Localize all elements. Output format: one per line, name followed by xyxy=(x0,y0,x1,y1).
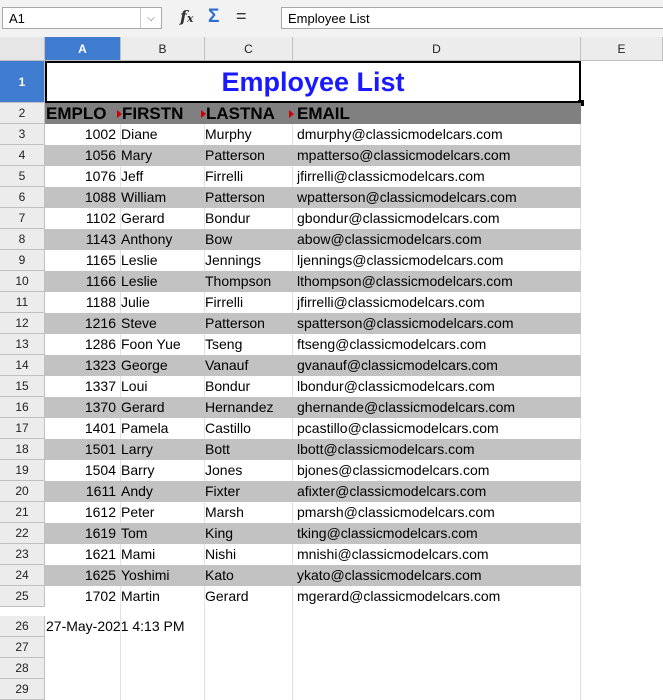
row-header[interactable]: 15 xyxy=(0,376,45,397)
first-name-cell[interactable]: Tom xyxy=(121,525,148,541)
table-row xyxy=(0,523,663,544)
row-header[interactable]: 9 xyxy=(0,250,45,271)
email-cell[interactable]: dmurphy@classicmodelcars.com xyxy=(297,126,503,142)
row-header[interactable]: 5 xyxy=(0,166,45,187)
email-cell[interactable]: lthompson@classicmodelcars.com xyxy=(297,273,513,289)
row-header[interactable]: 8 xyxy=(0,229,45,250)
last-name-cell[interactable]: Marsh xyxy=(205,504,244,520)
last-name-cell[interactable]: Firrelli xyxy=(205,294,244,310)
employee-number-cell[interactable]: 1088 xyxy=(84,189,116,205)
email-cell[interactable]: afixter@classicmodelcars.com xyxy=(297,483,487,499)
employee-number-cell[interactable]: 1337 xyxy=(84,378,116,394)
table-row xyxy=(0,376,663,397)
first-name-cell[interactable]: Leslie xyxy=(121,252,158,268)
email-cell[interactable]: ykato@classicmodelcars.com xyxy=(297,567,482,583)
chevron-down-icon[interactable]: ⌵ xyxy=(140,8,161,28)
email-cell[interactable]: spatterson@classicmodelcars.com xyxy=(297,315,514,331)
table-row xyxy=(0,271,663,292)
table-row xyxy=(0,229,663,250)
row-header[interactable]: 3 xyxy=(0,124,45,145)
row-header[interactable]: 6 xyxy=(0,187,45,208)
email-cell[interactable]: gvanauf@classicmodelcars.com xyxy=(297,357,498,373)
last-name-cell[interactable]: Patterson xyxy=(205,189,265,205)
employee-number-cell[interactable]: 1612 xyxy=(84,504,116,520)
employee-number-cell[interactable]: 1166 xyxy=(85,273,116,289)
row-header[interactable]: 16 xyxy=(0,397,45,418)
truncation-marker-icon xyxy=(289,110,294,118)
first-name-cell[interactable]: Peter xyxy=(121,504,155,520)
column-header-c[interactable]: C xyxy=(205,37,293,61)
header-first-name[interactable]: FIRSTN xyxy=(122,104,184,123)
last-name-cell[interactable]: Jones xyxy=(205,462,243,478)
column-header-a[interactable]: A xyxy=(45,37,121,61)
employee-number-cell[interactable]: 1625 xyxy=(84,567,116,583)
table-row xyxy=(0,313,663,334)
column-header-b[interactable]: B xyxy=(121,37,205,61)
row-header[interactable]: 4 xyxy=(0,145,45,166)
employee-number-cell[interactable]: 1056 xyxy=(84,147,116,163)
employee-number-cell[interactable]: 1504 xyxy=(84,462,116,478)
last-name-cell[interactable]: Bondur xyxy=(205,210,251,226)
first-name-cell[interactable]: Gerard xyxy=(121,210,165,226)
email-cell[interactable]: ghernande@classicmodelcars.com xyxy=(297,399,516,415)
row-header[interactable]: 14 xyxy=(0,355,45,376)
last-name-cell[interactable]: Kato xyxy=(205,567,234,583)
last-name-cell[interactable]: Gerard xyxy=(205,588,249,604)
table-row xyxy=(0,586,663,607)
email-cell[interactable]: mpatterso@classicmodelcars.com xyxy=(297,147,511,163)
first-name-cell[interactable]: Andy xyxy=(121,483,153,499)
formula-input[interactable] xyxy=(281,7,663,29)
row-header[interactable]: 11 xyxy=(0,292,45,313)
row-header[interactable]: 26 xyxy=(0,616,45,637)
first-name-cell[interactable]: Loui xyxy=(121,378,148,394)
employee-number-cell[interactable]: 1076 xyxy=(84,168,116,184)
employee-number-cell[interactable]: 1401 xyxy=(84,420,116,436)
table-row xyxy=(0,145,663,166)
employee-number-cell[interactable]: 1501 xyxy=(84,441,116,457)
employee-number-cell[interactable]: 1611 xyxy=(85,483,116,499)
formula-input-value[interactable]: Employee List xyxy=(288,11,370,26)
function-wizard-icon[interactable]: fx xyxy=(180,7,194,26)
row-header[interactable]: 17 xyxy=(0,418,45,439)
first-name-cell[interactable]: Leslie xyxy=(121,273,158,289)
table-row xyxy=(0,208,663,229)
row-header[interactable]: 10 xyxy=(0,271,45,292)
last-name-cell[interactable]: Patterson xyxy=(205,315,265,331)
email-cell[interactable]: ftseng@classicmodelcars.com xyxy=(297,336,487,352)
email-cell[interactable]: lbondur@classicmodelcars.com xyxy=(297,378,495,394)
formula-toolbar xyxy=(0,0,663,38)
last-name-cell[interactable]: Hernandez xyxy=(205,399,274,415)
table-row xyxy=(0,460,663,481)
first-name-cell[interactable]: Foon Yue xyxy=(121,336,181,352)
row-header[interactable]: 23 xyxy=(0,544,45,565)
timestamp-cell[interactable]: 27-May-2021 4:13 PM xyxy=(46,618,185,634)
email-cell[interactable]: abow@classicmodelcars.com xyxy=(297,231,482,247)
last-name-cell[interactable]: Tseng xyxy=(205,336,243,352)
row-header[interactable]: 22 xyxy=(0,523,45,544)
table-row xyxy=(0,418,663,439)
header-email[interactable]: EMAIL xyxy=(297,104,350,123)
row-header[interactable]: 13 xyxy=(0,334,45,355)
first-name-cell[interactable]: George xyxy=(121,357,168,373)
first-name-cell[interactable]: Julie xyxy=(121,294,150,310)
select-all-corner[interactable] xyxy=(0,37,45,61)
employee-number-cell[interactable]: 1216 xyxy=(84,315,116,331)
first-name-cell[interactable]: Diane xyxy=(121,126,158,142)
email-cell[interactable]: mnishi@classicmodelcars.com xyxy=(297,546,489,562)
first-name-cell[interactable]: Yoshimi xyxy=(121,567,170,583)
table-row xyxy=(0,439,663,460)
first-name-cell[interactable]: Anthony xyxy=(121,231,173,247)
email-cell[interactable]: gbondur@classicmodelcars.com xyxy=(297,210,500,226)
formula-equals-icon[interactable]: = xyxy=(236,6,247,26)
table-row xyxy=(0,565,663,586)
row-header[interactable]: 27 xyxy=(0,637,45,658)
employee-number-cell[interactable]: 1370 xyxy=(84,399,116,415)
empty-row xyxy=(0,637,663,658)
table-row xyxy=(0,187,663,208)
email-cell[interactable]: tking@classicmodelcars.com xyxy=(297,525,478,541)
timestamp-row xyxy=(0,616,663,637)
row-header[interactable]: 12 xyxy=(0,313,45,334)
last-name-cell[interactable]: King xyxy=(205,525,234,541)
last-name-cell[interactable]: Firrelli xyxy=(205,168,244,184)
last-name-cell[interactable]: Vanauf xyxy=(205,357,249,373)
last-name-cell[interactable]: Nishi xyxy=(205,546,237,562)
last-name-cell[interactable]: Murphy xyxy=(205,126,252,142)
employee-number-cell[interactable]: 1188 xyxy=(85,294,116,310)
row-header[interactable]: 29 xyxy=(0,679,45,700)
table-row xyxy=(0,502,663,523)
table-row xyxy=(0,355,663,376)
row-header[interactable]: 24 xyxy=(0,565,45,586)
email-cell[interactable]: ljennings@classicmodelcars.com xyxy=(297,252,504,268)
email-cell[interactable]: mgerard@classicmodelcars.com xyxy=(297,588,501,604)
table-row xyxy=(0,250,663,271)
employee-number-cell[interactable]: 1286 xyxy=(84,336,116,352)
row-header[interactable]: 19 xyxy=(0,460,45,481)
employee-number-cell[interactable]: 1002 xyxy=(84,126,116,142)
first-name-cell[interactable]: Martin xyxy=(121,588,160,604)
row-header[interactable]: 2 xyxy=(0,103,45,124)
row-header[interactable]: 28 xyxy=(0,658,45,679)
table-row xyxy=(0,124,663,145)
last-name-cell[interactable]: Jennings xyxy=(205,252,262,268)
last-name-cell[interactable]: Bow xyxy=(205,231,233,247)
first-name-cell[interactable]: Pamela xyxy=(121,420,169,436)
first-name-cell[interactable]: Gerard xyxy=(121,399,165,415)
email-cell[interactable]: bjones@classicmodelcars.com xyxy=(297,462,490,478)
table-row xyxy=(0,544,663,565)
header-last-name[interactable]: LASTNA xyxy=(206,104,275,123)
email-cell[interactable]: jfirrelli@classicmodelcars.com xyxy=(297,294,485,310)
row-header[interactable]: 7 xyxy=(0,208,45,229)
employee-number-cell[interactable]: 1702 xyxy=(84,588,116,604)
last-name-cell[interactable]: Castillo xyxy=(205,420,251,436)
header-row xyxy=(0,103,663,124)
email-cell[interactable]: wpatterson@classicmodelcars.com xyxy=(297,189,517,205)
first-name-cell[interactable]: Mami xyxy=(121,546,156,562)
first-name-cell[interactable]: Mary xyxy=(121,147,153,163)
column-header-d[interactable]: D xyxy=(293,37,581,61)
employee-number-cell[interactable]: 1619 xyxy=(84,525,116,541)
table-row xyxy=(0,481,663,502)
last-name-cell[interactable]: Bott xyxy=(205,441,230,457)
sum-icon[interactable]: Σ xyxy=(208,6,220,27)
first-name-cell[interactable]: Steve xyxy=(121,315,157,331)
first-name-cell[interactable]: Jeff xyxy=(121,168,144,184)
column-header-e[interactable]: E xyxy=(581,37,663,61)
email-cell[interactable]: pcastillo@classicmodelcars.com xyxy=(297,420,499,436)
first-name-cell[interactable]: Barry xyxy=(121,462,155,478)
table-row xyxy=(0,397,663,418)
table-row xyxy=(0,334,663,355)
table-row xyxy=(0,166,663,187)
header-employee-number[interactable]: EMPLO xyxy=(46,104,107,123)
last-name-cell[interactable]: Thompson xyxy=(205,273,272,289)
first-name-cell[interactable]: Larry xyxy=(121,441,153,457)
last-name-cell[interactable]: Patterson xyxy=(205,147,265,163)
row-header[interactable]: 25 xyxy=(0,586,45,607)
last-name-cell[interactable]: Bondur xyxy=(205,378,251,394)
table-row xyxy=(0,292,663,313)
employee-number-cell[interactable]: 1143 xyxy=(85,231,116,247)
column-headers xyxy=(0,37,663,61)
row-header[interactable]: 21 xyxy=(0,502,45,523)
email-cell[interactable]: pmarsh@classicmodelcars.com xyxy=(297,504,495,520)
first-name-cell[interactable]: William xyxy=(121,189,167,205)
row-header[interactable]: 18 xyxy=(0,439,45,460)
employee-number-cell[interactable]: 1621 xyxy=(84,546,116,562)
last-name-cell[interactable]: Fixter xyxy=(205,483,240,499)
name-box[interactable] xyxy=(2,7,162,29)
empty-row xyxy=(0,658,663,679)
email-cell[interactable]: lbott@classicmodelcars.com xyxy=(297,441,475,457)
name-box-value[interactable]: A1 xyxy=(9,11,25,26)
empty-row xyxy=(0,679,663,700)
row-header[interactable]: 1 xyxy=(0,61,45,103)
title-cell[interactable]: Employee List xyxy=(45,61,581,103)
row-header[interactable]: 20 xyxy=(0,481,45,502)
employee-number-cell[interactable]: 1323 xyxy=(84,357,116,373)
email-cell[interactable]: jfirrelli@classicmodelcars.com xyxy=(297,168,485,184)
employee-number-cell[interactable]: 1165 xyxy=(85,252,116,268)
employee-number-cell[interactable]: 1102 xyxy=(85,210,116,226)
